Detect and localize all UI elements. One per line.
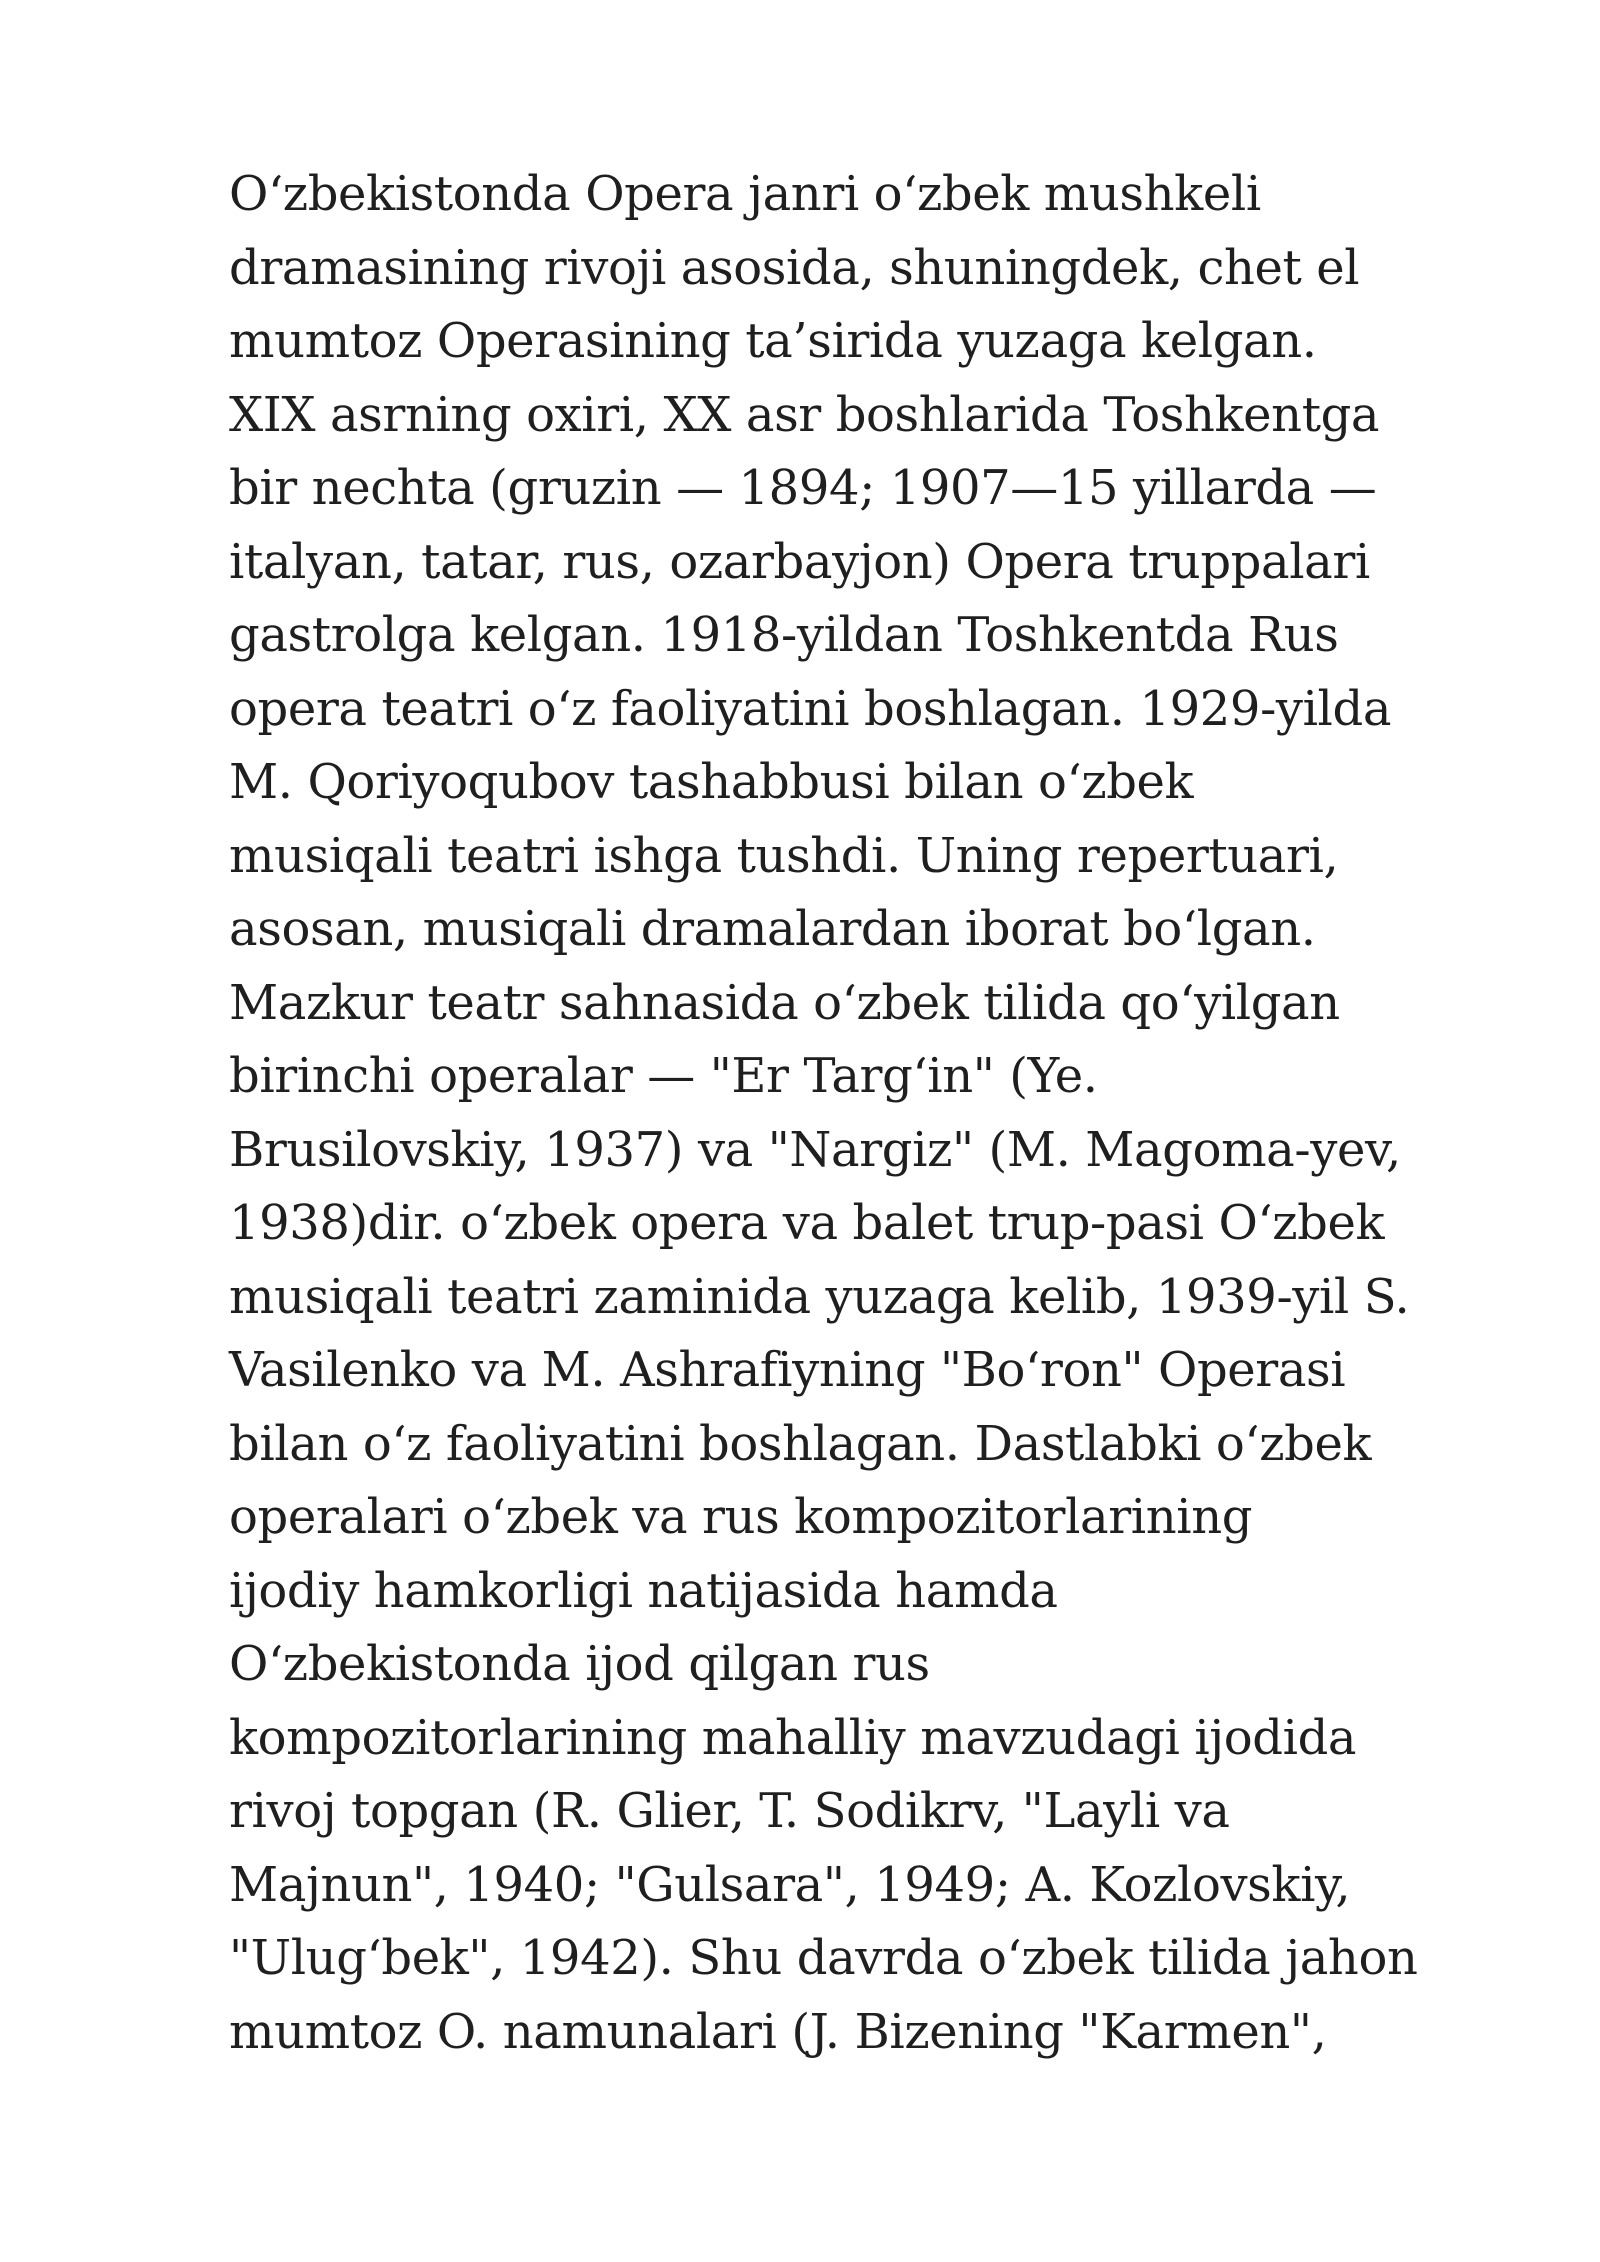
text-line: musiqali teatri zaminida yuzaga kelib, 1939-yil S.: [229, 1268, 1410, 1325]
text-line: italyan, tatar, rus, ozarbayjon) Opera truppalari: [229, 533, 1370, 590]
text-line: M. Qoriyoqubov tashabbusi bilan o‘zbek: [229, 754, 1194, 810]
text-line: musiqali teatri ishga tushdi. Uning repertuari,: [229, 827, 1339, 884]
text-line: ijodiy hamkorligi natijasida hamda: [229, 1562, 1058, 1619]
text-line: operalari o‘zbek va rus kompozitorlarining: [229, 1489, 1253, 1545]
text-line: dramasining rivoji asosida, shuningdek, chet el: [229, 239, 1360, 296]
text-line: O‘zbekistonda ijod qilgan rus: [229, 1636, 930, 1692]
text-line: Brusilovskiy, 1937) va "Nargiz" (M. Magoma-yev,: [229, 1121, 1401, 1178]
text-line: "Ulug‘bek", 1942). Shu davrda o‘zbek tilida jahon: [229, 1930, 1418, 1986]
body-text: [229, 158, 1559, 2069]
text-line: 1938)dir. o‘zbek opera va balet trup-pasi O‘zbek: [229, 1195, 1385, 1251]
text-line: Vasilenko va M. Ashrafiyning "Bo‘ron" Operasi: [229, 1342, 1346, 1398]
text-line: Mazkur teatr sahnasida o‘zbek tilida qo‘yilgan: [229, 974, 1340, 1031]
text-line: Majnun", 1940; "Gulsara", 1949; A. Kozlovskiy,: [229, 1856, 1351, 1913]
text-line: XIX asrning oxiri, XX asr boshlarida Toshkentga: [229, 386, 1380, 443]
text-line: gastrolga kelgan. 1918-yildan Toshkentda Rus: [229, 607, 1339, 663]
text-line: rivoj topgan (R. Glier, T. Sodikrv, "Layli va: [229, 1783, 1230, 1839]
text-line: bir nechta (gruzin — 1894; 1907—15 yillarda —: [229, 460, 1377, 516]
text-line: kompozitorlarining mahalliy mavzudagi ijodida: [229, 1709, 1357, 1766]
text-line: opera teatri o‘z faoliyatini boshlagan. 1929-yilda: [229, 680, 1392, 737]
text-line: mumtoz Operasining ta’sirida yuzaga kelgan.: [229, 313, 1317, 369]
text-line: birinchi operalar — "Er Targ‘in" (Ye.: [229, 1048, 1098, 1104]
text-line: asosan, musiqali dramalardan iborat bo‘lgan.: [229, 901, 1316, 957]
text-line: mumtoz O. namunalari (J. Bizening "Karmen",: [229, 2003, 1327, 2060]
text-line: O‘zbekistonda Opera janri o‘zbek mushkeli: [229, 166, 1261, 222]
text-line: bilan o‘z faoliyatini boshlagan. Dastlabki o‘zbek: [229, 1415, 1372, 1472]
